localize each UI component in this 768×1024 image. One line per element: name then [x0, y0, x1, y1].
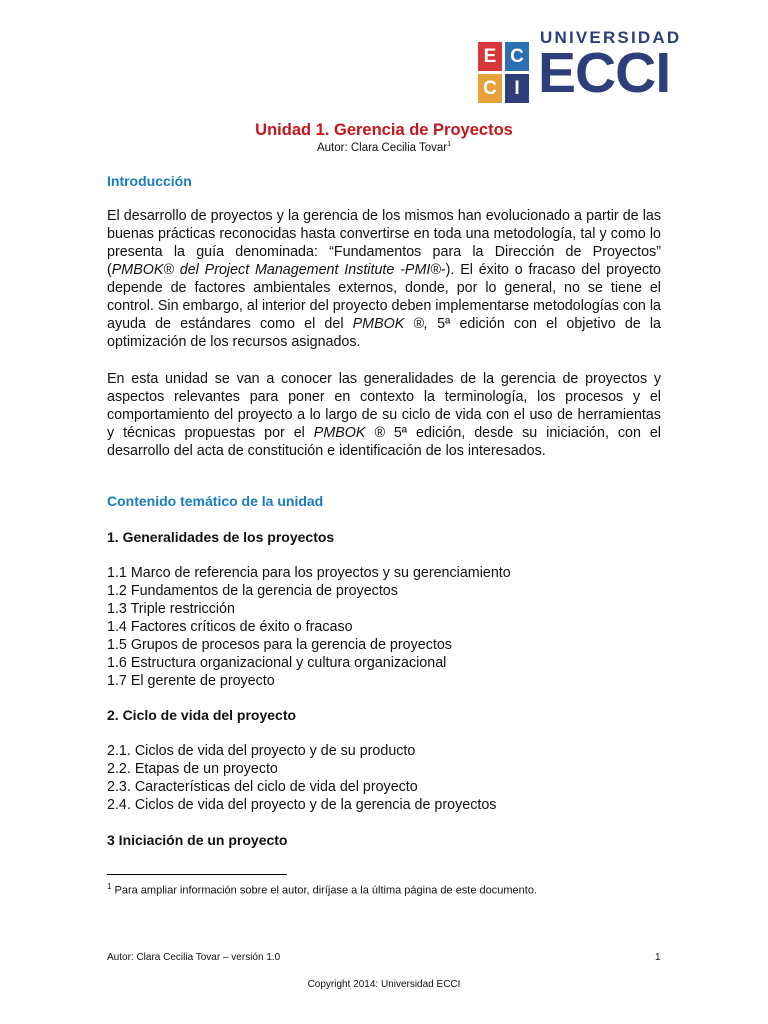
para2-text-a: En esta unidad se van a conocer las generalidades de la gerencia de proyectos y aspectos relevantes para poner en contexto la terminología, los procesos y el comportamiento del proyecto a lo largo de su ciclo de vida con el uso de herramientas y técnicas propuestas por el — [107, 371, 661, 441]
logo-tiles — [475, 36, 533, 102]
footer-author-version: Autor: Clara Cecilia Tovar – versión 1.0 — [107, 952, 281, 963]
para1-em-pmbok-pmi: PMBOK® del Project Management Institute -PMI® — [111, 262, 441, 278]
list-item: 1.6 Estructura organizacional y cultura organizacional — [107, 655, 447, 671]
content-heading: Contenido temático de la unidad — [107, 493, 324, 509]
para2-em-pmbok: PMBOK ® — [313, 425, 385, 441]
intro-heading: Introducción — [107, 173, 192, 189]
list-item: 1.5 Grupos de procesos para la gerencia de proyectos — [107, 637, 452, 653]
author-line — [0, 141, 768, 154]
footnote-text: Para ampliar información sobre el autor, diríjase a la última página de este documento. — [111, 884, 538, 897]
list-item: 1.3 Triple restricción — [107, 601, 235, 617]
university-logo — [475, 28, 682, 105]
footnote-mark: 1 — [107, 882, 112, 891]
list-item: 2.4. Ciclos de vida del proyecto y de la gerencia de proyectos — [107, 797, 497, 813]
footnote-divider — [107, 874, 287, 875]
logo-tile-i: I — [505, 74, 529, 103]
list-item: 2.1. Ciclos de vida del proyecto y de su producto — [107, 743, 416, 759]
document-title: Unidad 1. Gerencia de Proyectos — [255, 121, 513, 139]
list-item: 1.2 Fundamentos de la gerencia de proyectos — [107, 583, 398, 599]
para1-em-pmbok: PMBOK ®, — [352, 316, 428, 332]
page-number: 1 — [655, 952, 661, 963]
section-2-heading: 2. Ciclo de vida del proyecto — [107, 707, 297, 723]
logo-tile-e: E — [478, 42, 502, 71]
para2-text-b: 5ª edición, desde su iniciación, con el desarrollo del acta de constitución e identificación de los interesados. — [107, 425, 661, 459]
footnote — [107, 882, 537, 897]
para1-text-b: -). El éxito o fracaso del proyecto depende de factores ambientales externos, donde, por lo general, no se tiene el control. Sin embargo, al interior del proyecto deben implementarse metodologías con la ayuda de estándares como el del — [107, 262, 661, 332]
logo-tile-c2: C — [478, 74, 502, 103]
section-1-list — [107, 564, 511, 690]
list-item: 2.3. Características del ciclo de vida del proyecto — [107, 779, 418, 795]
copyright-notice: Copyright 2014: Universidad ECCI — [307, 979, 461, 990]
para1-text-a: El desarrollo de proyectos y la gerencia de los mismos han evolucionado a partir de las buenas prácticas reconocidas hasta convertirse en toda una metodología, tal y como lo presenta la guía denominada: “Fundamentos para la Dirección de Proyectos” ( — [107, 208, 661, 278]
intro-paragraph-2 — [107, 370, 661, 460]
para1-text-c: 5ª edición con el objetivo de la optimización de los recursos asignados. — [107, 316, 661, 350]
section-2-list — [107, 742, 496, 814]
list-item: 2.2. Etapas de un proyecto — [107, 761, 278, 777]
author-footnote-mark: 1 — [447, 141, 452, 148]
section-3-heading: 3 Iniciación de un proyecto — [107, 832, 288, 848]
section-1-heading: 1. Generalidades de los proyectos — [107, 529, 335, 545]
logo-name: ECCI — [538, 41, 671, 105]
list-item: 1.7 El gerente de proyecto — [107, 673, 275, 689]
intro-paragraph-1 — [107, 207, 661, 351]
logo-university-label: UNIVERSIDAD — [540, 28, 682, 47]
list-item: 1.4 Factores críticos de éxito o fracaso — [107, 619, 353, 635]
logo-tile-c1: C — [505, 42, 529, 71]
author-text: Autor: Clara Cecilia Tovar — [316, 141, 448, 154]
list-item: 1.1 Marco de referencia para los proyectos y su gerenciamiento — [107, 565, 511, 581]
